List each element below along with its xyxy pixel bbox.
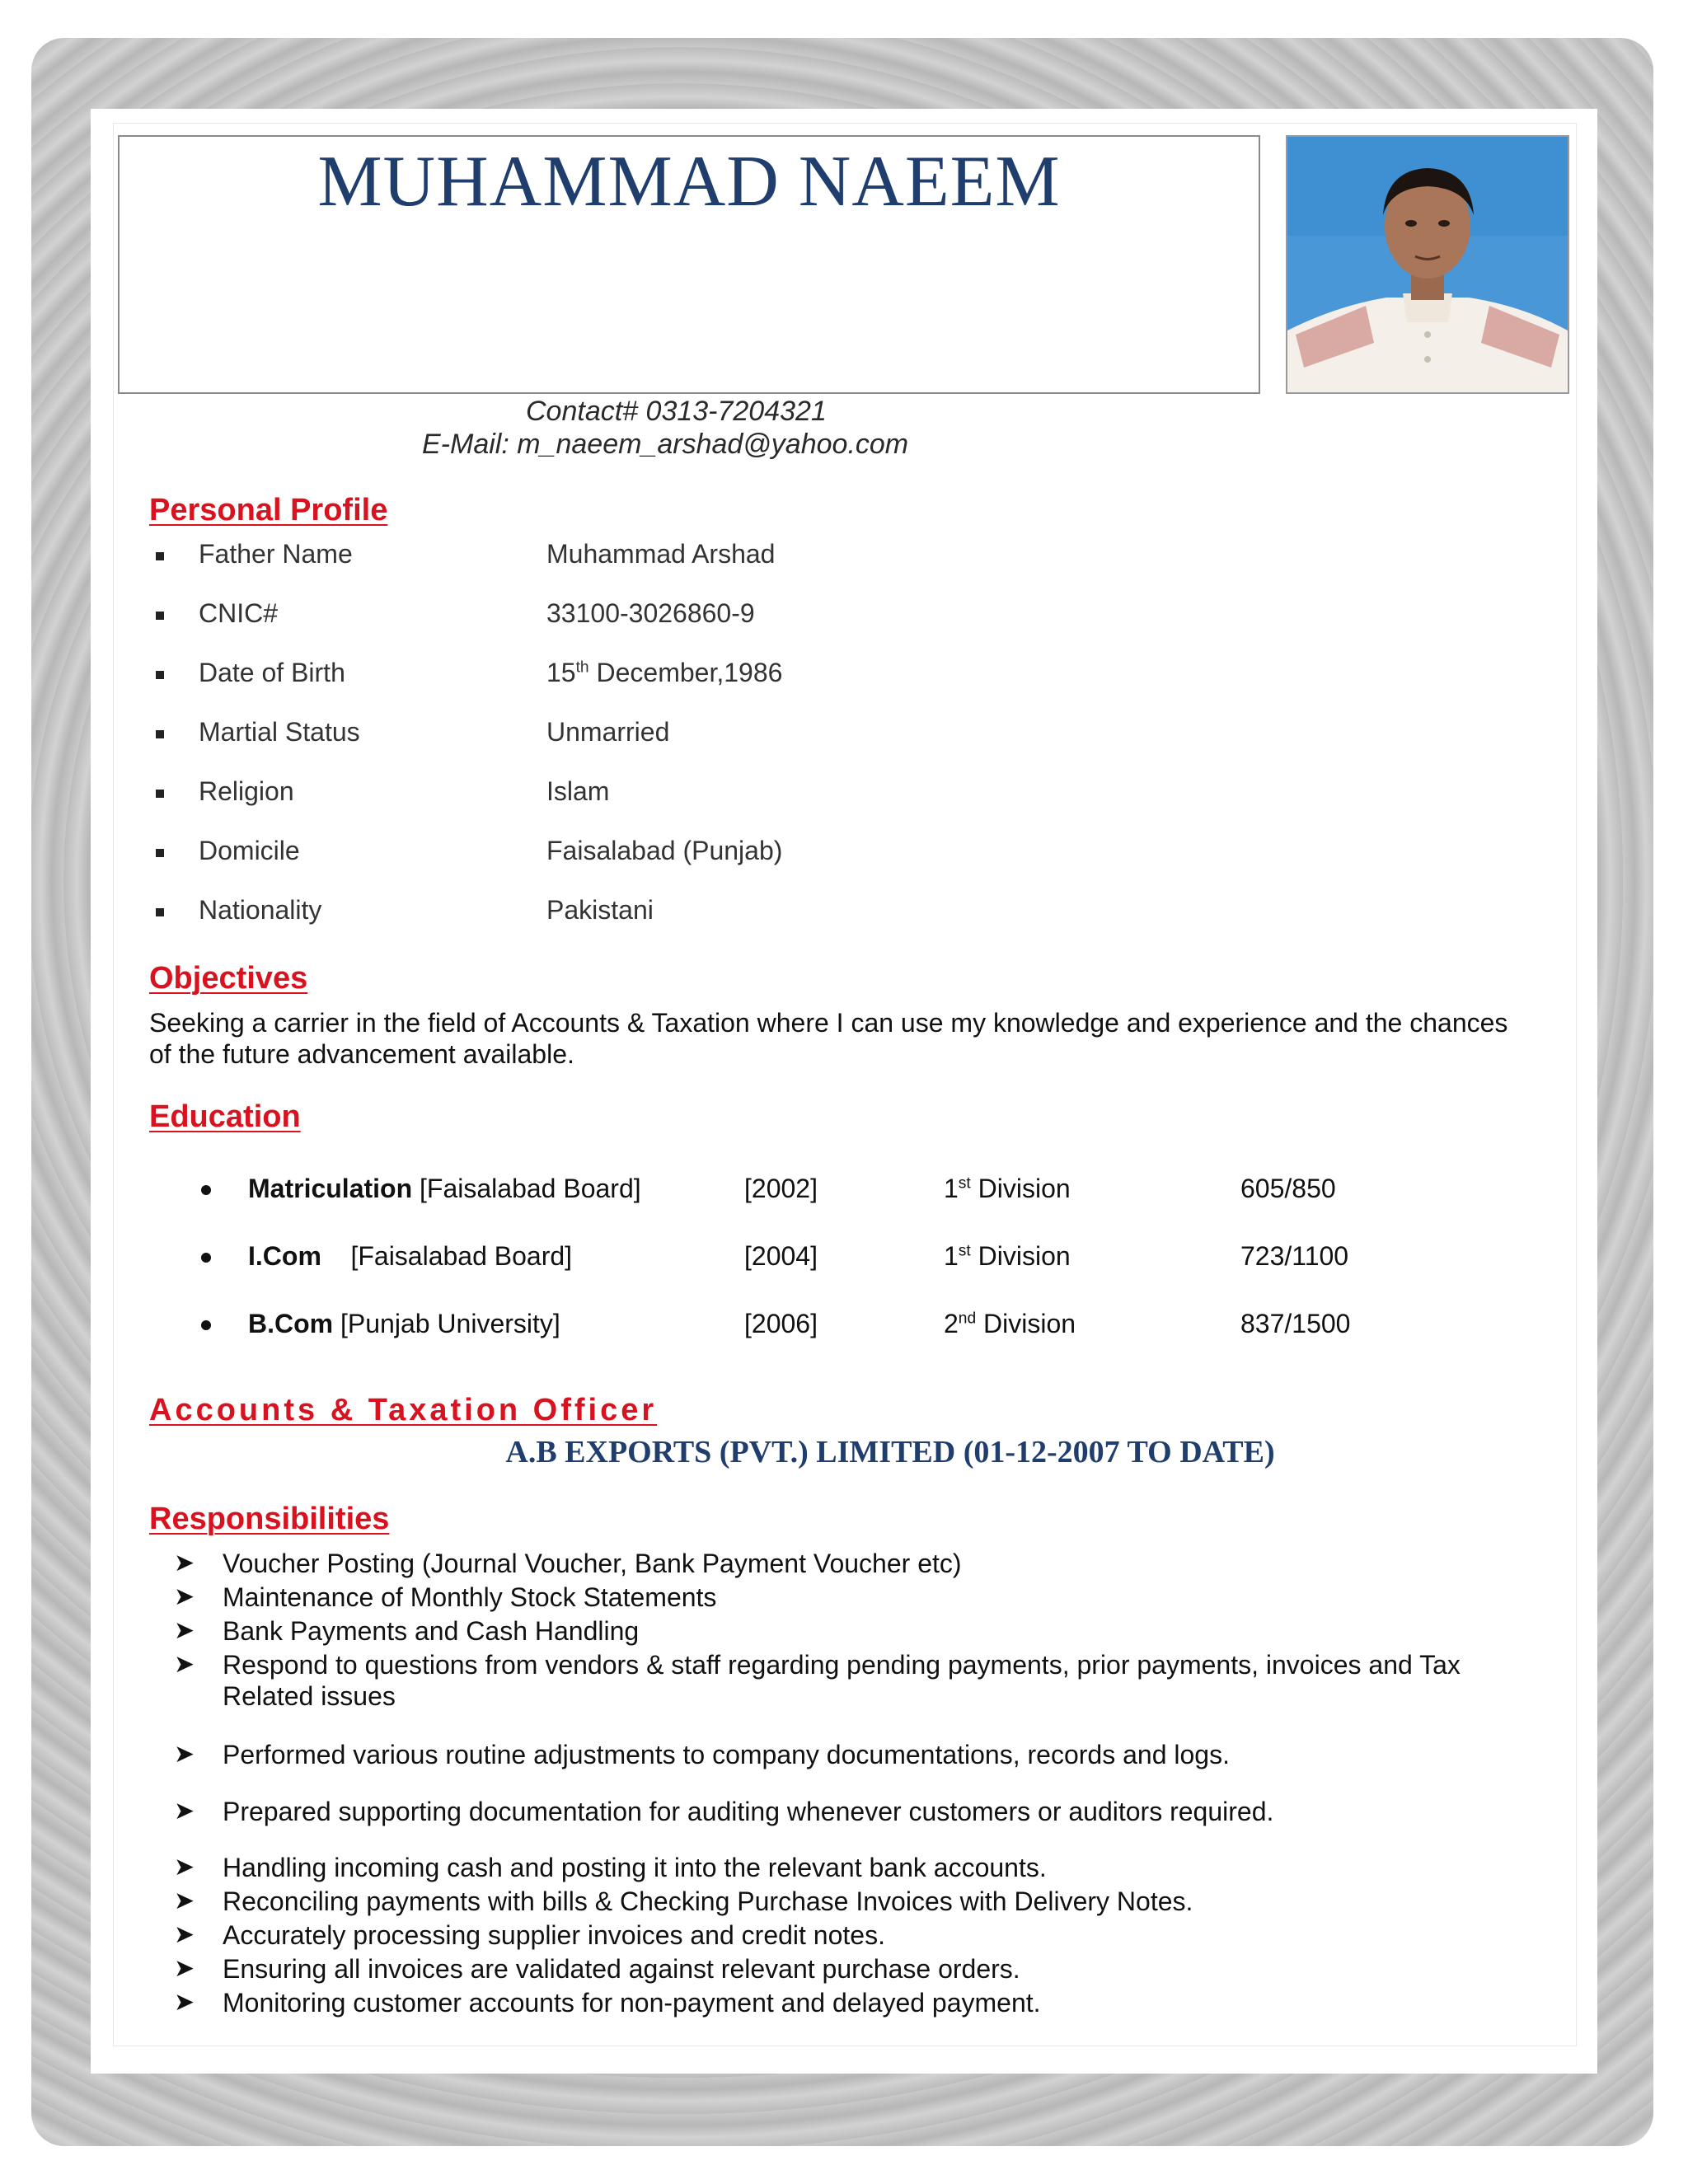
education-heading: Education <box>149 1099 301 1134</box>
profile-label: Religion <box>199 776 294 806</box>
responsibility-item: ➤ Monitoring customer accounts for non-payment and delayed payment. <box>174 1988 1041 2018</box>
square-bullet-icon <box>156 849 164 857</box>
profile-label: Martial Status <box>199 717 360 747</box>
profile-photo-image <box>1287 137 1568 392</box>
profile-row-father-name <box>149 539 1386 580</box>
education-row-matriculation <box>149 1174 1550 1215</box>
education-marks: 605/850 <box>1240 1174 1336 1203</box>
profile-row-domicile <box>149 836 1386 877</box>
profile-value: 33100-3026860-9 <box>546 598 755 628</box>
responsibilities-heading: Responsibilities <box>149 1502 390 1536</box>
education-marks: 723/1100 <box>1240 1241 1349 1271</box>
profile-label: CNIC# <box>199 598 279 628</box>
profile-value: Faisalabad (Punjab) <box>546 836 783 865</box>
arrow-bullet-icon: ➤ <box>174 1651 195 1678</box>
profile-photo <box>1286 135 1569 394</box>
personal-profile-heading: Personal Profile <box>149 493 388 527</box>
square-bullet-icon <box>156 671 164 679</box>
candidate-name: MUHAMMAD NAEEM <box>317 142 1061 222</box>
profile-value: Unmarried <box>546 717 670 747</box>
education-year: [2004] <box>744 1241 818 1271</box>
profile-value: Pakistani <box>546 895 654 925</box>
profile-row-nationality <box>149 895 1386 936</box>
education-qualification: I.Com [Faisalabad Board] <box>248 1241 573 1271</box>
square-bullet-icon <box>156 908 164 916</box>
education-marks: 837/1500 <box>1240 1309 1351 1338</box>
education-year: [2006] <box>744 1309 818 1338</box>
education-division: 2nd Division <box>944 1309 1076 1338</box>
company-name: A.B EXPORTS (PVT.) LIMITED (01-12-2007 TO DATE) <box>505 1435 1275 1469</box>
education-row-icom <box>149 1241 1550 1282</box>
education-qualification: B.Com [Punjab University] <box>248 1309 560 1338</box>
profile-label: Nationality <box>199 895 322 925</box>
job-title-heading: Accounts & Taxation Officer <box>149 1393 658 1427</box>
responsibility-item: ➤ Ensuring all invoices are validated against relevant purchase orders. <box>174 1954 1020 1984</box>
arrow-bullet-icon: ➤ <box>174 1921 195 1948</box>
round-bullet-icon <box>201 1320 211 1330</box>
arrow-bullet-icon: ➤ <box>174 1989 195 2016</box>
profile-row-date-of-birth <box>149 658 1386 699</box>
round-bullet-icon <box>201 1185 211 1195</box>
responsibility-item: ➤ Accurately processing supplier invoices and credit notes. <box>174 1920 885 1950</box>
arrow-bullet-icon: ➤ <box>174 1797 195 1825</box>
objective-text: Seeking a carrier in the field of Accounts & Taxation where I can use my knowledge and experience and the chances of the future advancement available. <box>149 1008 1508 1069</box>
arrow-bullet-icon: ➤ <box>174 1617 195 1644</box>
profile-row-cnic <box>149 598 1386 640</box>
profile-label: Domicile <box>199 836 300 865</box>
profile-value: 15th December,1986 <box>546 658 783 687</box>
profile-label: Date of Birth <box>199 658 345 687</box>
responsibility-item: ➤ Handling incoming cash and posting it into the relevant bank accounts. <box>174 1853 1047 1882</box>
responsibility-item: ➤ Voucher Posting (Journal Voucher, Bank Payment Voucher etc) <box>174 1549 962 1578</box>
responsibility-item: ➤ Bank Payments and Cash Handling <box>174 1616 640 1646</box>
education-division: 1st Division <box>944 1174 1071 1203</box>
arrow-bullet-icon: ➤ <box>174 1854 195 1881</box>
arrow-bullet-icon: ➤ <box>174 1583 195 1610</box>
arrow-bullet-icon: ➤ <box>174 1955 195 1982</box>
arrow-bullet-icon: ➤ <box>174 1741 195 1768</box>
responsibility-item: ➤ Respond to questions from vendors & staff regarding pending payments, prior payments, invoices and Tax Related issues <box>174 1650 1461 1711</box>
responsibility-item: ➤ Reconciling payments with bills & Checking Purchase Invoices with Delivery Notes. <box>174 1886 1193 1916</box>
square-bullet-icon <box>156 552 164 560</box>
square-bullet-icon <box>156 730 164 738</box>
education-division: 1st Division <box>944 1241 1071 1271</box>
arrow-bullet-icon: ➤ <box>174 1549 195 1577</box>
profile-label: Father Name <box>199 539 353 569</box>
profile-value: Islam <box>546 776 610 806</box>
responsibility-item: ➤ Performed various routine adjustments to company documentations, records and logs. <box>174 1740 1230 1769</box>
square-bullet-icon <box>156 612 164 620</box>
email-address[interactable]: E-Mail: m_naeem_arshad@yahoo.com <box>422 429 909 460</box>
profile-row-religion <box>149 776 1386 818</box>
education-qualification: Matriculation [Faisalabad Board] <box>248 1174 641 1203</box>
education-row-bcom <box>149 1309 1550 1350</box>
education-year: [2002] <box>744 1174 818 1203</box>
objectives-heading: Objectives <box>149 961 308 996</box>
round-bullet-icon <box>201 1253 211 1263</box>
square-bullet-icon <box>156 790 164 798</box>
responsibility-item: ➤ Maintenance of Monthly Stock Statements <box>174 1582 717 1612</box>
arrow-bullet-icon: ➤ <box>174 1887 195 1915</box>
contact-number: Contact# 0313-7204321 <box>526 396 827 427</box>
profile-row-marital-status <box>149 717 1386 758</box>
profile-value: Muhammad Arshad <box>546 539 776 569</box>
responsibility-item: ➤ Prepared supporting documentation for auditing whenever customers or auditors required. <box>174 1797 1274 1826</box>
